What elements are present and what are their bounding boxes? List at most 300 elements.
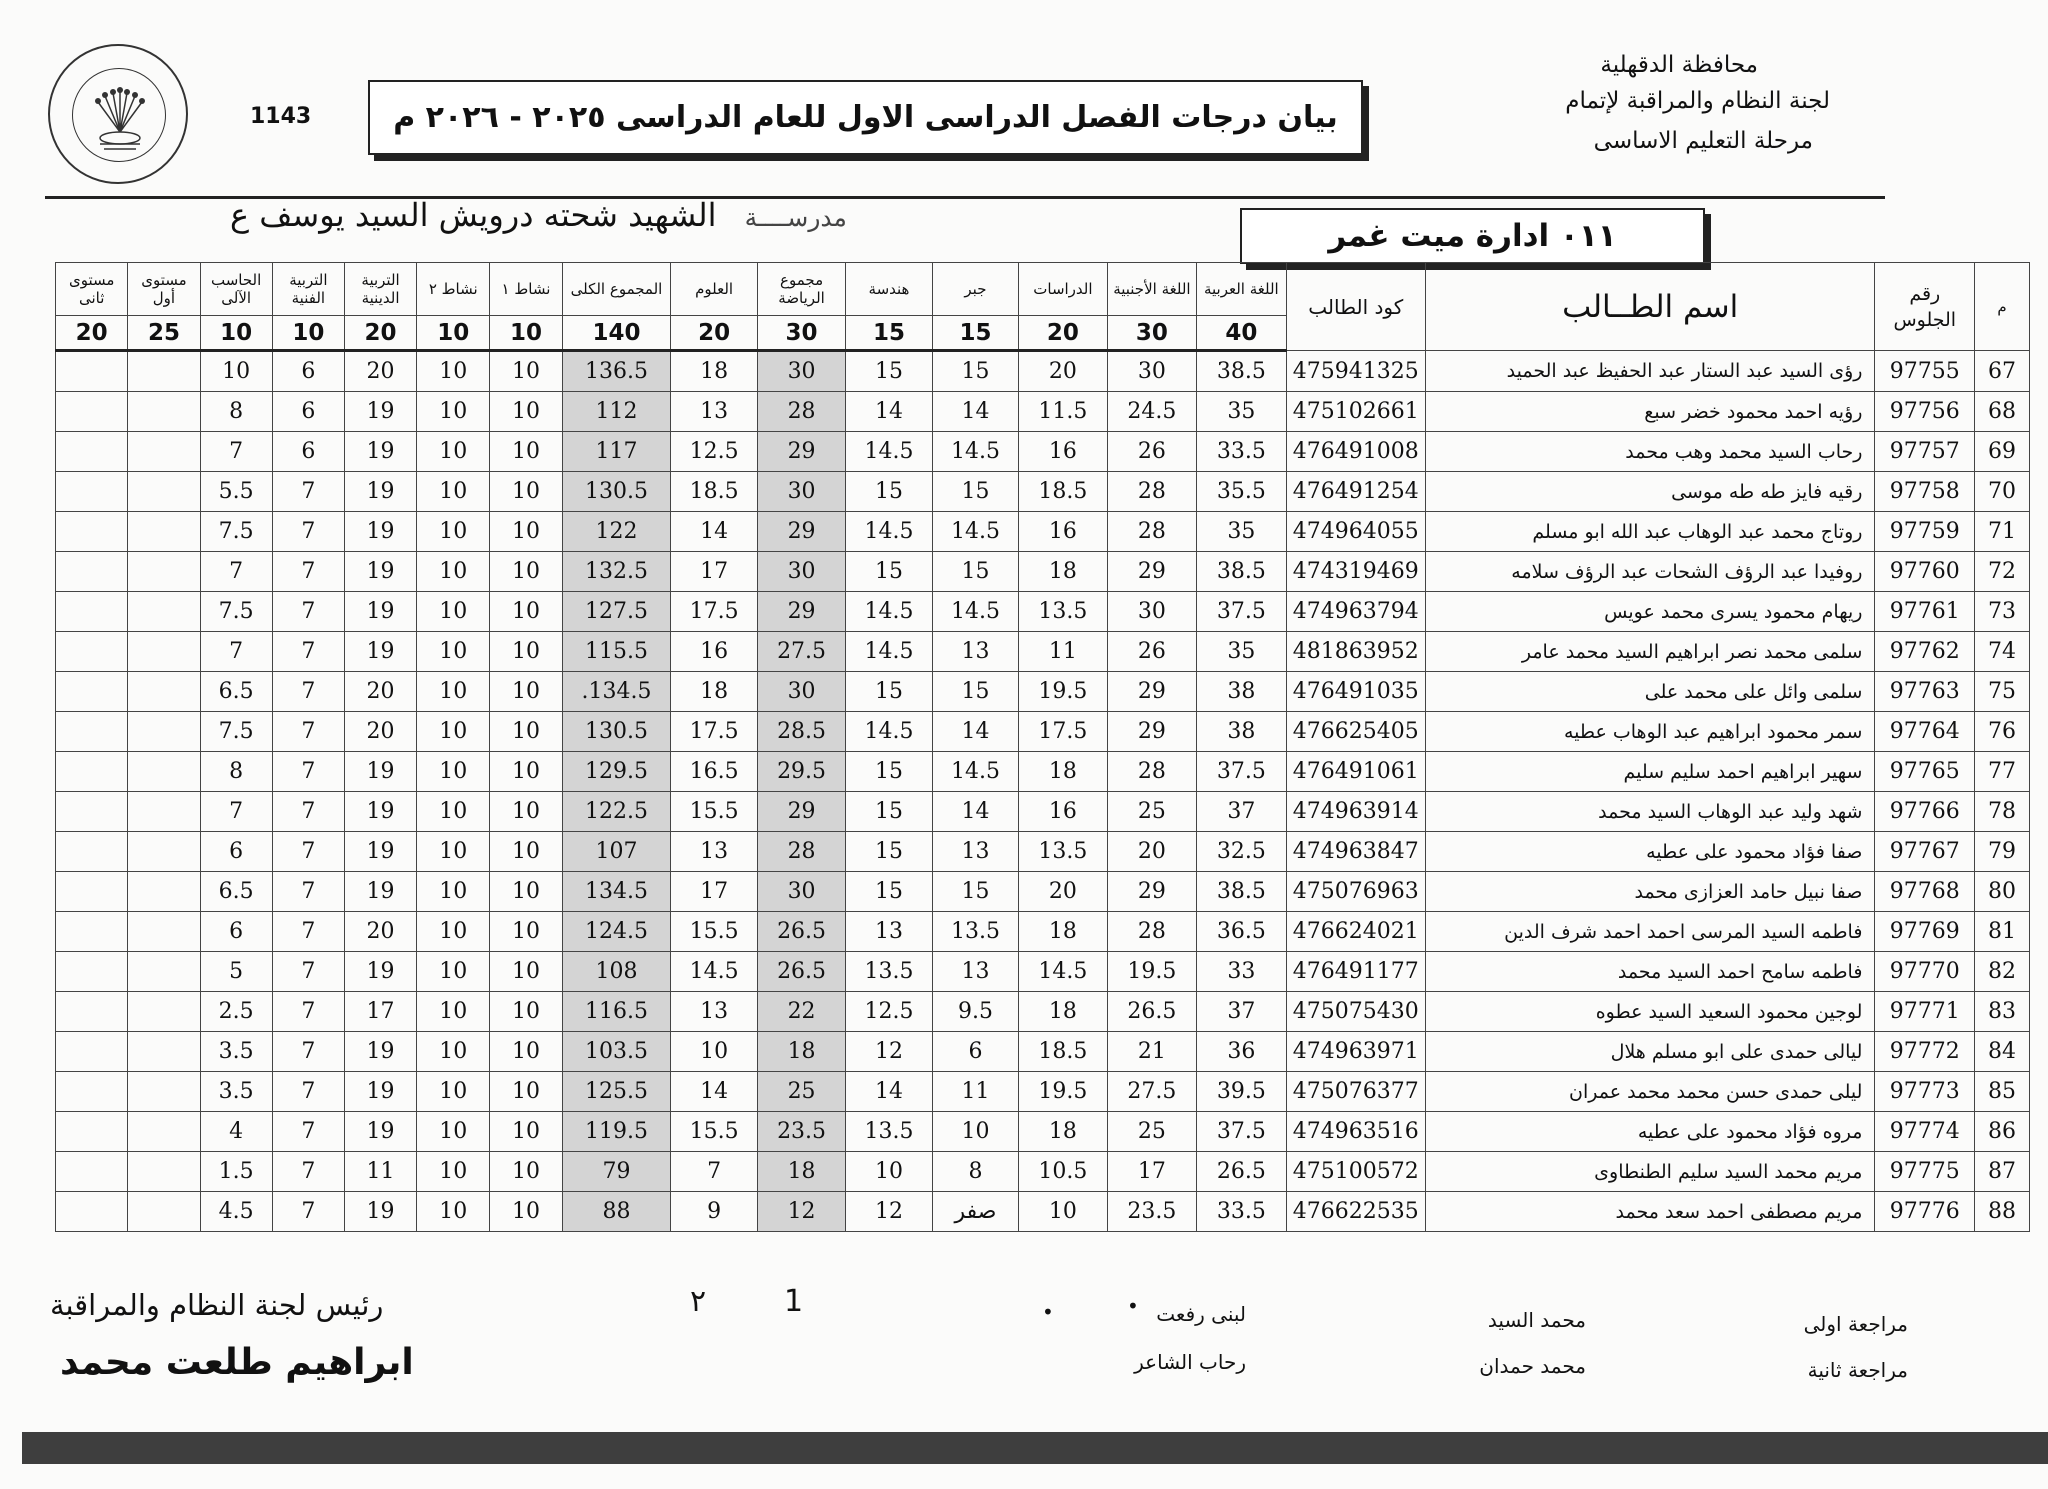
cell-level1	[128, 752, 200, 792]
cell-activity2: 10	[417, 392, 490, 432]
cell-computer: 7	[200, 432, 272, 472]
cell-computer: 10	[200, 351, 272, 392]
cell-algebra: 15	[932, 872, 1018, 912]
reviewer2a: محمد حمدان	[1479, 1354, 1586, 1378]
cell-religion: 19	[344, 552, 416, 592]
governorate-label: محافظة الدقهلية	[1600, 52, 1758, 78]
cell-religion: 19	[344, 872, 416, 912]
school-line	[230, 196, 847, 234]
cell-level2	[56, 351, 128, 392]
cell-code: 474963971	[1286, 1032, 1425, 1072]
table-row	[56, 1032, 2030, 1072]
cell-total: 116.5	[562, 992, 671, 1032]
cell-activity1: 10	[490, 392, 562, 432]
cell-code: 474964055	[1286, 512, 1425, 552]
cell-arabic: 38.5	[1197, 552, 1286, 592]
max-score: 10	[417, 316, 490, 351]
cell-foreign: 30	[1107, 351, 1196, 392]
cell-algebra: 15	[932, 672, 1018, 712]
cell-computer: 6.5	[200, 872, 272, 912]
cell-activity1: 10	[490, 832, 562, 872]
cell-code: 476491177	[1286, 952, 1425, 992]
cell-activity1: 10	[490, 1032, 562, 1072]
cell-science: 15.5	[671, 1112, 757, 1152]
cell-level1	[128, 472, 200, 512]
cell-level1	[128, 512, 200, 552]
cell-religion: 19	[344, 1032, 416, 1072]
cell-code: 476491008	[1286, 432, 1425, 472]
cell-algebra: 10	[932, 1112, 1018, 1152]
cell-art: 7	[272, 712, 344, 752]
cell-religion: 19	[344, 472, 416, 512]
cell-seat: 97768	[1875, 872, 1975, 912]
cell-math-total: 29	[757, 592, 845, 632]
cell-social: 10.5	[1019, 1152, 1107, 1192]
cell-geometry: 10	[846, 1152, 932, 1192]
table-row	[56, 432, 2030, 472]
cell-level1	[128, 672, 200, 712]
col-header-algebra: جبر	[932, 263, 1018, 316]
cell-computer: 5	[200, 952, 272, 992]
cell-level2	[56, 1192, 128, 1232]
cell-religion: 19	[344, 432, 416, 472]
cell-art: 7	[272, 1192, 344, 1232]
cell-activity2: 10	[417, 832, 490, 872]
cell-religion: 19	[344, 632, 416, 672]
cell-math-total: 28	[757, 832, 845, 872]
cell-social: 19.5	[1019, 1072, 1107, 1112]
cell-activity2: 10	[417, 1112, 490, 1152]
cell-code: 474963914	[1286, 792, 1425, 832]
col-header-seat: رقم الجلوس	[1875, 263, 1975, 351]
cell-foreign: 23.5	[1107, 1192, 1196, 1232]
cell-name: فاطمه السيد المرسى احمد احمد شرف الدين	[1425, 912, 1875, 952]
cell-index: 77	[1975, 752, 2030, 792]
col-header-foreign: اللغة الأجنبية	[1107, 263, 1196, 316]
cell-index: 82	[1975, 952, 2030, 992]
cell-code: 481863952	[1286, 632, 1425, 672]
cell-geometry: 14.5	[846, 592, 932, 632]
cell-computer: 6	[200, 832, 272, 872]
cell-algebra: 6	[932, 1032, 1018, 1072]
table-row	[56, 351, 2030, 392]
cell-level2	[56, 472, 128, 512]
table-row	[56, 912, 2030, 952]
table-row	[56, 672, 2030, 712]
cell-computer: 8	[200, 392, 272, 432]
cell-science: 13	[671, 392, 757, 432]
max-score: 10	[200, 316, 272, 351]
cell-activity1: 10	[490, 952, 562, 992]
cell-geometry: 12.5	[846, 992, 932, 1032]
cell-level1	[128, 632, 200, 672]
cell-science: 7	[671, 1152, 757, 1192]
cell-geometry: 13.5	[846, 952, 932, 992]
cell-code: 474319469	[1286, 552, 1425, 592]
cell-foreign: 26.5	[1107, 992, 1196, 1032]
cell-social: 18	[1019, 992, 1107, 1032]
table-row	[56, 1192, 2030, 1232]
cell-seat: 97766	[1875, 792, 1975, 832]
cell-index: 87	[1975, 1152, 2030, 1192]
cell-level2	[56, 552, 128, 592]
cell-religion: 19	[344, 952, 416, 992]
cell-math-total: 27.5	[757, 632, 845, 672]
cell-algebra: 14	[932, 792, 1018, 832]
cell-religion: 19	[344, 1112, 416, 1152]
cell-arabic: 35	[1197, 512, 1286, 552]
cell-geometry: 15	[846, 672, 932, 712]
cell-art: 7	[272, 792, 344, 832]
cell-activity1: 10	[490, 472, 562, 512]
cell-total: 129.5	[562, 752, 671, 792]
cell-activity2: 10	[417, 1192, 490, 1232]
cell-religion: 19	[344, 1192, 416, 1232]
cell-name: سلمى محمد نصر ابراهيم السيد محمد عامر	[1425, 632, 1875, 672]
cell-level2	[56, 792, 128, 832]
cell-activity2: 10	[417, 1152, 490, 1192]
cell-activity2: 10	[417, 552, 490, 592]
cell-social: 16	[1019, 792, 1107, 832]
cell-activity2: 10	[417, 512, 490, 552]
cell-total: 103.5	[562, 1032, 671, 1072]
cell-algebra: 13.5	[932, 912, 1018, 952]
cell-computer: 1.5	[200, 1152, 272, 1192]
cell-arabic: 26.5	[1197, 1152, 1286, 1192]
max-score: 10	[272, 316, 344, 351]
cell-seat: 97760	[1875, 552, 1975, 592]
cell-math-total: 28	[757, 392, 845, 432]
cell-arabic: 33.5	[1197, 432, 1286, 472]
handwritten-mark-2: ٢	[690, 1284, 707, 1319]
cell-name: رؤيه احمد محمود خضر سبع	[1425, 392, 1875, 432]
table-row	[56, 1072, 2030, 1112]
cell-level2	[56, 872, 128, 912]
cell-science: 18	[671, 672, 757, 712]
cell-activity1: 10	[490, 351, 562, 392]
cell-science: 16	[671, 632, 757, 672]
cell-activity1: 10	[490, 592, 562, 632]
cell-level2	[56, 672, 128, 712]
cell-arabic: 38.5	[1197, 872, 1286, 912]
cell-art: 7	[272, 1152, 344, 1192]
cell-science: 17.5	[671, 592, 757, 632]
cell-total: 119.5	[562, 1112, 671, 1152]
cell-index: 85	[1975, 1072, 2030, 1112]
review2-label: مراجعة ثانية	[1807, 1358, 1908, 1382]
cell-level1	[128, 992, 200, 1032]
cell-index: 81	[1975, 912, 2030, 952]
cell-activity1: 10	[490, 752, 562, 792]
cell-foreign: 21	[1107, 1032, 1196, 1072]
col-header-level1: مستوى أول	[128, 263, 200, 316]
cell-activity1: 10	[490, 992, 562, 1032]
cell-foreign: 28	[1107, 472, 1196, 512]
cell-arabic: 36.5	[1197, 912, 1286, 952]
cell-name: روفيدا عبد الرؤف الشحات عبد الرؤف سلامه	[1425, 552, 1875, 592]
cell-science: 15.5	[671, 792, 757, 832]
col-header-geometry: هندسة	[846, 263, 932, 316]
cell-index: 74	[1975, 632, 2030, 672]
cell-algebra: 14.5	[932, 592, 1018, 632]
cell-foreign: 29	[1107, 712, 1196, 752]
cell-level2	[56, 512, 128, 552]
cell-total: 107	[562, 832, 671, 872]
cell-name: صفا فؤاد محمود على عطيه	[1425, 832, 1875, 872]
cell-foreign: 26	[1107, 432, 1196, 472]
cell-social: 18	[1019, 912, 1107, 952]
cell-index: 69	[1975, 432, 2030, 472]
cell-seat: 97763	[1875, 672, 1975, 712]
cell-social: 13.5	[1019, 592, 1107, 632]
cell-name: صفا نبيل حامد العزازى محمد	[1425, 872, 1875, 912]
cell-math-total: 23.5	[757, 1112, 845, 1152]
cell-social: 20	[1019, 351, 1107, 392]
cell-math-total: 25	[757, 1072, 845, 1112]
cell-foreign: 19.5	[1107, 952, 1196, 992]
cell-algebra: 13	[932, 632, 1018, 672]
cell-computer: 6.5	[200, 672, 272, 712]
cell-name: ريهام محمود يسرى محمد عويس	[1425, 592, 1875, 632]
cell-math-total: 30	[757, 872, 845, 912]
cell-algebra: 13	[932, 952, 1018, 992]
cell-total: 125.5	[562, 1072, 671, 1112]
cell-algebra: 14.5	[932, 512, 1018, 552]
cell-activity1: 10	[490, 912, 562, 952]
cell-activity1: 10	[490, 552, 562, 592]
cell-index: 72	[1975, 552, 2030, 592]
cell-foreign: 24.5	[1107, 392, 1196, 432]
cell-name: شهد وليد عبد الوهاب السيد محمد	[1425, 792, 1875, 832]
cell-science: 10	[671, 1032, 757, 1072]
cell-activity2: 10	[417, 592, 490, 632]
cell-computer: 4	[200, 1112, 272, 1152]
cell-total: 134.5.	[562, 672, 671, 712]
cell-level2	[56, 1072, 128, 1112]
cell-art: 6	[272, 432, 344, 472]
cell-level1	[128, 792, 200, 832]
cell-level1	[128, 1072, 200, 1112]
school-prefix: مدرســــة	[744, 203, 847, 232]
cell-code: 474963794	[1286, 592, 1425, 632]
cell-total: 108	[562, 952, 671, 992]
cell-computer: 7.5	[200, 592, 272, 632]
cell-foreign: 29	[1107, 672, 1196, 712]
cell-religion: 20	[344, 912, 416, 952]
cell-math-total: 18	[757, 1152, 845, 1192]
cell-science: 18.5	[671, 472, 757, 512]
dot-mark: •	[1127, 1294, 1139, 1318]
col-header-computer: الحاسب الآلى	[200, 263, 272, 316]
header-row	[56, 263, 2030, 316]
table-row	[56, 792, 2030, 832]
cell-level1	[128, 712, 200, 752]
cell-activity1: 10	[490, 432, 562, 472]
cell-arabic: 33	[1197, 952, 1286, 992]
cell-social: 10	[1019, 1192, 1107, 1232]
cell-algebra: 14	[932, 712, 1018, 752]
col-header-math-total: مجموع الرياضة	[757, 263, 845, 316]
cell-foreign: 26	[1107, 632, 1196, 672]
cell-level1	[128, 872, 200, 912]
cell-name: لوجين محمود السعيد السيد عطوه	[1425, 992, 1875, 1032]
cell-art: 7	[272, 872, 344, 912]
table-row	[56, 1152, 2030, 1192]
cell-activity2: 10	[417, 351, 490, 392]
cell-code: 474963516	[1286, 1112, 1425, 1152]
cell-index: 78	[1975, 792, 2030, 832]
table-row	[56, 472, 2030, 512]
cell-total: 127.5	[562, 592, 671, 632]
cell-social: 18	[1019, 1112, 1107, 1152]
table-row	[56, 752, 2030, 792]
cell-activity2: 10	[417, 952, 490, 992]
col-header-total: المجموع الكلى	[562, 263, 671, 316]
dot-mark: •	[1042, 1300, 1054, 1324]
cell-name: مروه فؤاد محمود على عطيه	[1425, 1112, 1875, 1152]
cell-code: 475076377	[1286, 1072, 1425, 1112]
cell-science: 17	[671, 552, 757, 592]
cell-name: مريم محمد السيد سليم الطنطاوى	[1425, 1152, 1875, 1192]
cell-social: 11	[1019, 632, 1107, 672]
cell-activity2: 10	[417, 632, 490, 672]
cell-index: 86	[1975, 1112, 2030, 1152]
cell-science: 16.5	[671, 752, 757, 792]
cell-art: 7	[272, 952, 344, 992]
cell-foreign: 17	[1107, 1152, 1196, 1192]
cell-computer: 3.5	[200, 1032, 272, 1072]
cell-geometry: 12	[846, 1192, 932, 1232]
cell-level2	[56, 832, 128, 872]
col-header-activity2: نشاط ٢	[417, 263, 490, 316]
cell-seat: 97758	[1875, 472, 1975, 512]
col-header-level2: مستوى ثانى	[56, 263, 128, 316]
cell-code: 475076963	[1286, 872, 1425, 912]
cell-social: 18.5	[1019, 1032, 1107, 1072]
cell-foreign: 30	[1107, 592, 1196, 632]
cell-index: 76	[1975, 712, 2030, 752]
col-header-art: التربية الفنية	[272, 263, 344, 316]
cell-algebra: 14	[932, 392, 1018, 432]
cell-science: 14.5	[671, 952, 757, 992]
cell-activity2: 10	[417, 1032, 490, 1072]
cell-science: 13	[671, 832, 757, 872]
cell-art: 7	[272, 512, 344, 552]
cell-total: 79	[562, 1152, 671, 1192]
cell-religion: 19	[344, 592, 416, 632]
cell-math-total: 29	[757, 792, 845, 832]
cell-foreign: 25	[1107, 1112, 1196, 1152]
cell-arabic: 37	[1197, 992, 1286, 1032]
cell-index: 71	[1975, 512, 2030, 552]
cell-arabic: 39.5	[1197, 1072, 1286, 1112]
cell-seat: 97773	[1875, 1072, 1975, 1112]
cell-arabic: 33.5	[1197, 1192, 1286, 1232]
cell-activity1: 10	[490, 1152, 562, 1192]
cell-arabic: 38	[1197, 672, 1286, 712]
cell-foreign: 20	[1107, 832, 1196, 872]
cell-math-total: 30	[757, 552, 845, 592]
max-score: 15	[846, 316, 932, 351]
cell-art: 7	[272, 592, 344, 632]
cell-level2	[56, 712, 128, 752]
max-score: 40	[1197, 316, 1286, 351]
cell-arabic: 35	[1197, 392, 1286, 432]
cell-computer: 7.5	[200, 512, 272, 552]
cell-algebra: 15	[932, 351, 1018, 392]
cell-computer: 7	[200, 792, 272, 832]
cell-seat: 97764	[1875, 712, 1975, 752]
cell-code: 476491035	[1286, 672, 1425, 712]
cell-seat: 97772	[1875, 1032, 1975, 1072]
table-row	[56, 512, 2030, 552]
cell-foreign: 29	[1107, 552, 1196, 592]
cell-computer: 7	[200, 632, 272, 672]
cell-art: 7	[272, 672, 344, 712]
cell-level1	[128, 1032, 200, 1072]
cell-science: 17.5	[671, 712, 757, 752]
cell-activity2: 10	[417, 872, 490, 912]
cell-total: 112	[562, 392, 671, 432]
cell-computer: 5.5	[200, 472, 272, 512]
cell-level1	[128, 912, 200, 952]
cell-arabic: 37	[1197, 792, 1286, 832]
cell-level1	[128, 952, 200, 992]
school-name: الشهيد شحته درويش السيد يوسف ع	[230, 196, 717, 234]
max-score: 20	[56, 316, 128, 351]
cell-code: 476625405	[1286, 712, 1425, 752]
cell-seat: 97762	[1875, 632, 1975, 672]
cell-activity1: 10	[490, 672, 562, 712]
cell-level2	[56, 632, 128, 672]
cell-foreign: 28	[1107, 752, 1196, 792]
cell-activity1: 10	[490, 1112, 562, 1152]
cell-index: 80	[1975, 872, 2030, 912]
cell-total: 88	[562, 1192, 671, 1232]
cell-seat: 97761	[1875, 592, 1975, 632]
col-header-science: العلوم	[671, 263, 757, 316]
cell-index: 73	[1975, 592, 2030, 632]
cell-level1	[128, 432, 200, 472]
page-title: بيان درجات الفصل الدراسى الاول للعام الدراسى ٢٠٢٥ - ٢٠٢٦ م	[393, 100, 1338, 135]
cell-seat: 97775	[1875, 1152, 1975, 1192]
cell-name: رؤى السيد عبد الستار عبد الحفيظ عبد الحميد	[1425, 351, 1875, 392]
cell-total: 136.5	[562, 351, 671, 392]
col-header-index: م	[1975, 263, 2030, 351]
cell-activity1: 10	[490, 872, 562, 912]
cell-total: 130.5	[562, 472, 671, 512]
cell-religion: 20	[344, 672, 416, 712]
cell-math-total: 29.5	[757, 752, 845, 792]
cell-algebra: 14.5	[932, 752, 1018, 792]
cell-science: 14	[671, 1072, 757, 1112]
table-row	[56, 632, 2030, 672]
cell-religion: 19	[344, 392, 416, 432]
sheet-number: 1143	[250, 104, 312, 129]
cell-index: 67	[1975, 351, 2030, 392]
cell-science: 9	[671, 1192, 757, 1232]
cell-name: رقيه فايز طه طه موسى	[1425, 472, 1875, 512]
cell-level2	[56, 992, 128, 1032]
cell-art: 7	[272, 752, 344, 792]
cell-level1	[128, 1152, 200, 1192]
cell-geometry: 14.5	[846, 432, 932, 472]
cell-religion: 19	[344, 752, 416, 792]
cell-computer: 7	[200, 552, 272, 592]
cell-religion: 19	[344, 832, 416, 872]
cell-geometry: 12	[846, 1032, 932, 1072]
table-row	[56, 992, 2030, 1032]
